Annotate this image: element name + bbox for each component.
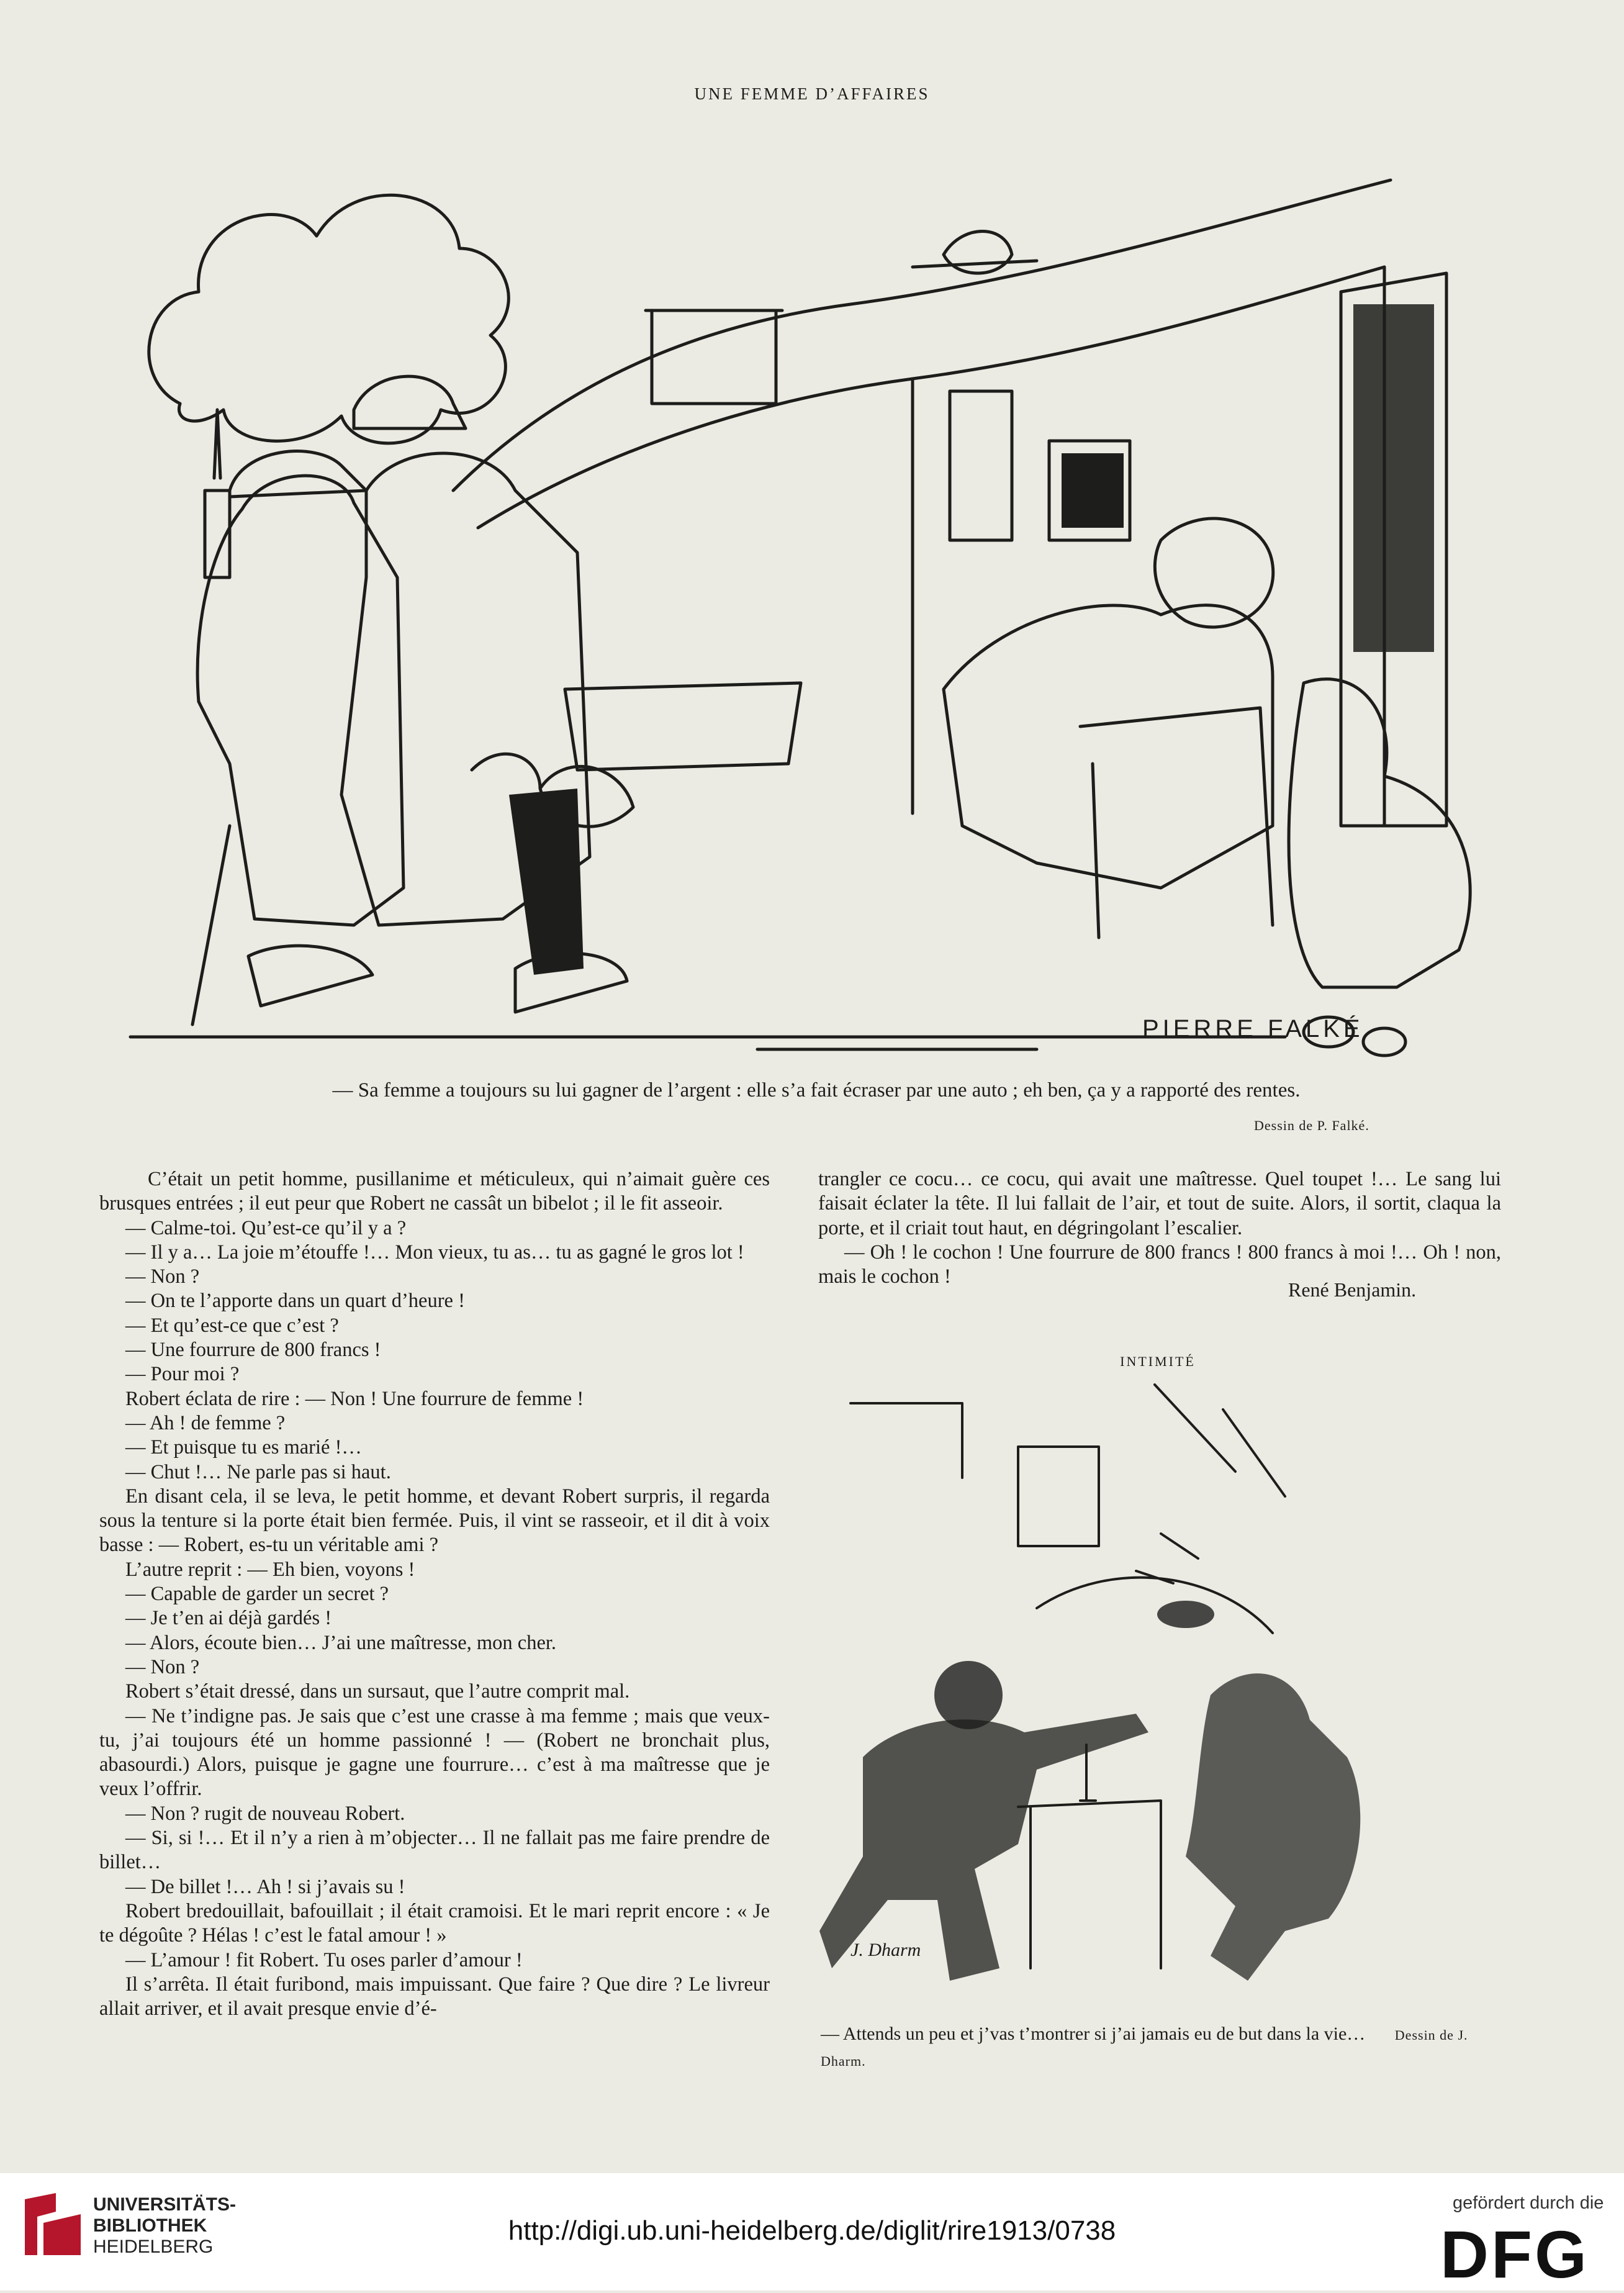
- story-paragraph: — Non ?: [125, 1265, 200, 1288]
- story-paragraph: — Chut !… Ne parle pas si haut.: [125, 1460, 391, 1483]
- dark-window: [1062, 453, 1124, 528]
- story-paragraph: — Pour moi ?: [125, 1363, 240, 1386]
- intimite-illustration: [813, 1372, 1502, 1993]
- running-title: UNE FEMME D’AFFAIRES: [694, 84, 930, 103]
- bird: [913, 232, 1037, 274]
- dark-doorway: [1353, 304, 1434, 652]
- story-left-column: [99, 1167, 770, 2021]
- seated-man: [944, 605, 1273, 888]
- intimite-caption: [821, 2022, 1504, 2074]
- logo-line-3: HEIDELBERG: [93, 2236, 214, 2257]
- seated-man-head: [1155, 518, 1273, 627]
- stone: [1363, 1028, 1405, 1056]
- story-paragraph: — Ne t’indigne pas. Je sais que c’est une crasse à ma femme ; mais que veux-tu, j’ai toujours été un homme passionné ! — (Robert ne bronchait plus, abasourdi.) Alors, puisque je gagne une fourrure… c’est à ma maîtresse que je veux l’offrir.: [99, 1704, 770, 1801]
- intimite-credit: Dessin de J. Dharm.: [821, 2027, 1468, 2069]
- flying-objects: [1037, 1534, 1273, 1633]
- house-wall: [913, 267, 1384, 826]
- drawing-signature: J. Dharm: [850, 1940, 921, 1960]
- story-paragraph: — Il y a… La joie m’étouffe !… Mon vieux, tu as… tu as gagné le gros lot !: [125, 1241, 744, 1264]
- picture-frame: [1018, 1447, 1099, 1546]
- table: [1018, 1801, 1161, 1968]
- footer-url-link[interactable]: http://digi.ub.uni-heidelberg.de/diglit/rire1913/0738: [508, 2215, 1116, 2246]
- story-paragraph: — Je t’en ai déjà gardés !: [125, 1607, 332, 1630]
- story-paragraph: — Ah ! de femme ?: [125, 1411, 286, 1434]
- story-paragraph: C’était un petit homme, pusillanime et méticuleux, qui n’aimait guère ces brusques entrées ; il eut peur que Robert ne cassât un bibelot ; il le fit asseoir.: [99, 1168, 770, 1215]
- story-paragraph: — Oh ! le cochon ! Une fourrure de 800 francs ! 800 francs à moi !… Oh ! non, mais le cochon !: [818, 1241, 1501, 1288]
- story-paragraph: — On te l’apporte dans un quart d’heure !: [125, 1290, 465, 1313]
- room-wall-line: [850, 1385, 1285, 1496]
- story-paragraph: En disant cela, il se leva, le petit homme, et devant Robert surpris, il regarda sous la tenture si la porte était bien fermée. Puis, il vint se rasseoir, et il dit à voix basse : — Robert, es-tu un véritable ami ?: [99, 1485, 770, 1557]
- thrown-plate: [1157, 1601, 1214, 1628]
- digitization-footer: [0, 2173, 1624, 2291]
- main-illustration: [106, 143, 1527, 1068]
- wash-tub: [565, 683, 801, 770]
- story-paragraph: — Calme-toi. Qu’est-ce qu’il y a ?: [125, 1216, 407, 1239]
- story-paragraph: — Et qu’est-ce que c’est ?: [125, 1314, 339, 1337]
- house-roof: [453, 180, 1391, 491]
- chair: [1080, 708, 1273, 938]
- chimney: [646, 310, 782, 404]
- story-paragraph: — Non ? rugit de nouveau Robert.: [125, 1802, 405, 1825]
- story-paragraph: — Et puisque tu es marié !…: [125, 1436, 362, 1459]
- cowering-woman: [1186, 1673, 1360, 1981]
- story-paragraph: Robert bredouillait, bafouillait ; il était cramoisi. Et le mari reprit encore : « Je te dégoûte ? Hélas ! c’est le fatal amour ! »: [99, 1899, 770, 1947]
- story-paragraph: — Alors, écoute bien… J’ai une maîtresse, mon cher.: [125, 1631, 557, 1654]
- illustration-signature: PIERRE FALKÉ: [1142, 1015, 1364, 1042]
- story-paragraph: — Capable de garder un secret ?: [125, 1583, 389, 1606]
- story-right-column: [818, 1167, 1501, 1289]
- logo-line-1: UNIVERSITÄTS-: [93, 2194, 237, 2215]
- man-right-cap: [354, 376, 466, 428]
- story-paragraph: L’autre reprit : — Eh bien, voyons !: [125, 1558, 415, 1581]
- story-paragraph: — Si, si !… Et il n’y a rien à m’objecter… Il ne fallait pas me faire prendre de billet…: [99, 1827, 770, 1874]
- story-paragraph: — Non ?: [125, 1655, 200, 1678]
- section-title: INTIMITÉ: [1120, 1354, 1196, 1369]
- main-credit: Dessin de P. Falké.: [1254, 1118, 1369, 1133]
- story-paragraph: Robert s’était dressé, dans un sursaut, que l’autre comprit mal.: [125, 1680, 630, 1703]
- story-paragraph: Robert éclata de rire : — Non ! Une fourrure de femme !: [125, 1387, 584, 1410]
- intimite-caption-text: — Attends un peu et j’vas t’montrer si j’ai jamais eu de but dans la vie…: [821, 2024, 1366, 2044]
- story-paragraph: Il s’arrêta. Il était furibond, mais impuissant. Que faire ? Que dire ? Le livreur allait arriver, et il avait presque envie d’é-: [99, 1973, 770, 2020]
- angry-man-head: [934, 1661, 1003, 1729]
- dfg-logo: DFG: [1440, 2217, 1589, 2292]
- house-roof-lower: [478, 267, 1384, 528]
- author-signature: René Benjamin.: [1288, 1278, 1417, 1301]
- story-paragraph: — L’amour ! fit Robert. Tu oses parler d’amour !: [125, 1948, 523, 1971]
- walking-stick: [192, 826, 230, 1024]
- story-paragraph: — De billet !… Ah ! si j’avais su !: [125, 1875, 405, 1898]
- main-caption: — Sa femme a toujours su lui gagner de l’argent : elle s’a fait écraser par une auto ; eh ben, ça y a rapporté des rentes.: [332, 1079, 1301, 1101]
- story-paragraph: trangler ce cocu… ce cocu, qui avait une maîtresse. Quel toupet !… Le sang lui faisait éclater la tête. Il lui fallait de l’air, et tout de suite. Alors, il sortit, claqua la porte, et il criait tout haut, en dégringolant l’escalier.: [818, 1168, 1501, 1239]
- trousers-dark: [509, 789, 584, 975]
- funded-by-text: gefördert durch die: [1453, 2193, 1604, 2213]
- ground-line: [130, 1037, 1285, 1049]
- story-paragraph: — Une fourrure de 800 francs !: [125, 1339, 381, 1362]
- dog: [1289, 679, 1470, 987]
- logo-line-2: BIBLIOTHEK: [93, 2215, 207, 2236]
